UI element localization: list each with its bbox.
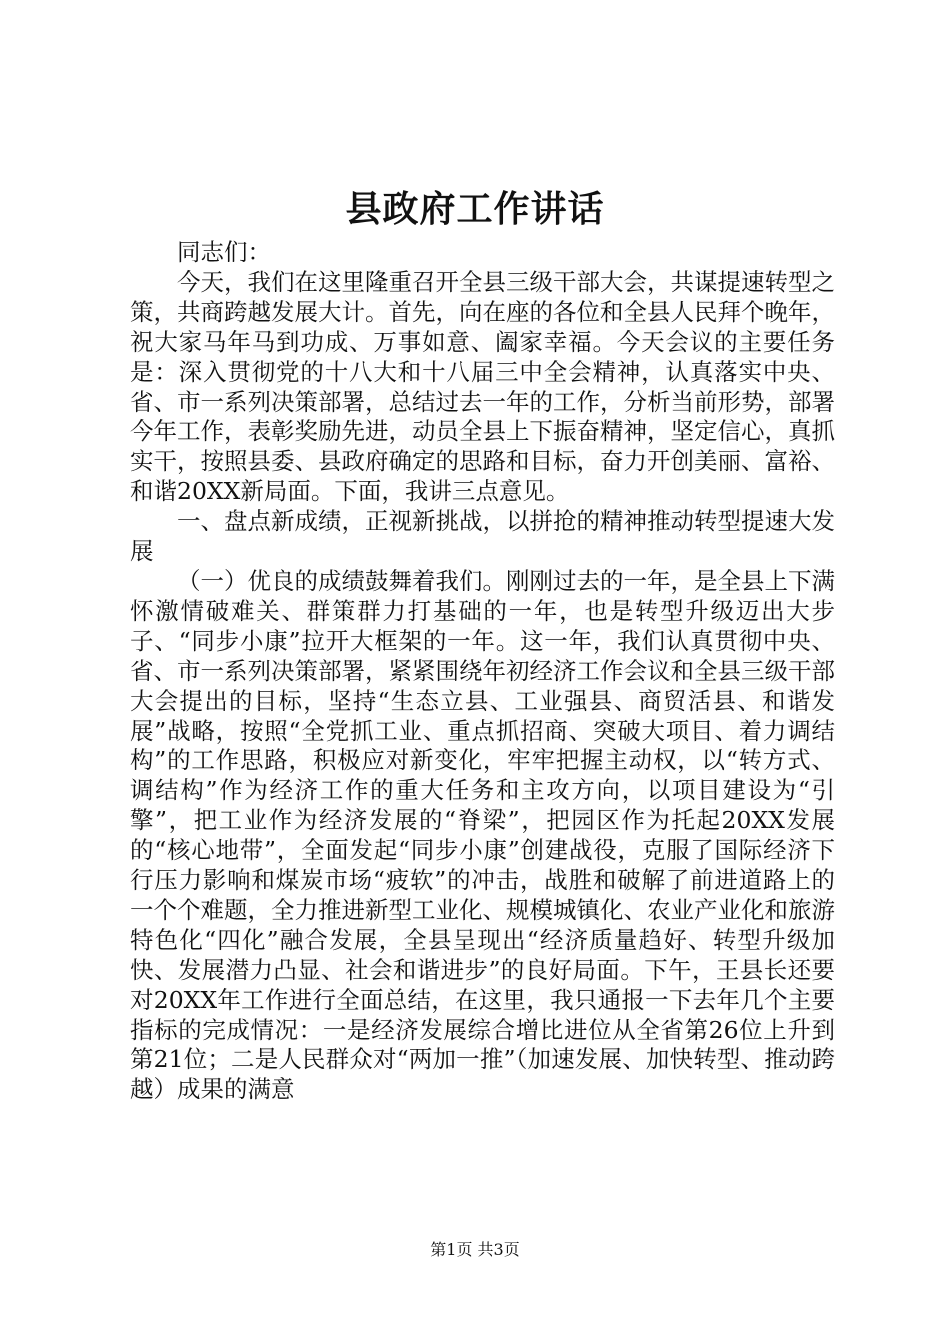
paragraph-achievements: （一）优良的成绩鼓舞着我们。刚刚过去的一年，是全县上下满怀激情破难关、群策群力打基础的一年，也是转型升级迈出大步子、“同步小康”拉开大框架的一年。这一年，我们认真贯彻中央、省、市一系列决策部署，紧紧围绕年初经济工作会议和全县三级干部大会提出的目标，坚持“生态立县、工业强县、商贸活县、和谐发展”战略，按照“全党抓工业、重点抓招商、突破大项目、着力调结构”的工作思路，积极应对新变化，牢牢把握主动权，以“转方式、调结构”作为经济工作的重大任务和主攻方向，以项目建设为“引擎”，把工业作为经济发展的“脊梁”，把园区作为托起20XX发展的“核心地带”，全面发起“同步小康”创建战役，克服了国际经济下行压力影响和煤炭市场“疲软”的冲击，战胜和破解了前进道路上的一个个难题，全力推进新型工业化、规模城镇化、农业产业化和旅游特色化“四化”融合发展，全县呈现出“经济质量趋好、转型升级加快、发展潜力凸显、社会和谐进步”的良好局面。下午，王县长还要对20XX年工作进行全面总结，在这里，我只通报一下去年几个主要指标的完成情况：一是经济发展综合增比进位从全省第26位上升到第21位；二是人民群众对“两加一推”（加速发展、加快转型、推动跨越）成果的满意: [130, 566, 835, 1104]
document-body: [130, 238, 835, 1105]
greeting: 同志们：: [177, 238, 271, 266]
paragraph-intro: 今天，我们在这里隆重召开全县三级干部大会，共谋提速转型之策，共商跨越发展大计。首先，向在座的各位和全县人民拜个晚年，祝大家马年马到功成、万事如意、阖家幸福。今天会议的主要任务是：深入贯彻党的十八大和十八届三中全会精神，认真落实中央、省、市一系列决策部署，总结过去一年的工作，分析当前形势，部署今年工作，表彰奖励先进，动员全县上下振奋精神，坚定信心，真抓实干，按照县委、县政府确定的思路和目标，奋力开创美丽、富裕、和谐20XX新局面。下面，我讲三点意见。: [130, 267, 835, 506]
page-footer: 第1页 共3页: [430, 1240, 520, 1259]
document-title: 县政府工作讲话: [345, 188, 605, 230]
section-heading-1: 一、盘点新成绩，正视新挑战，以拼抢的精神推动转型提速大发展: [130, 507, 835, 566]
